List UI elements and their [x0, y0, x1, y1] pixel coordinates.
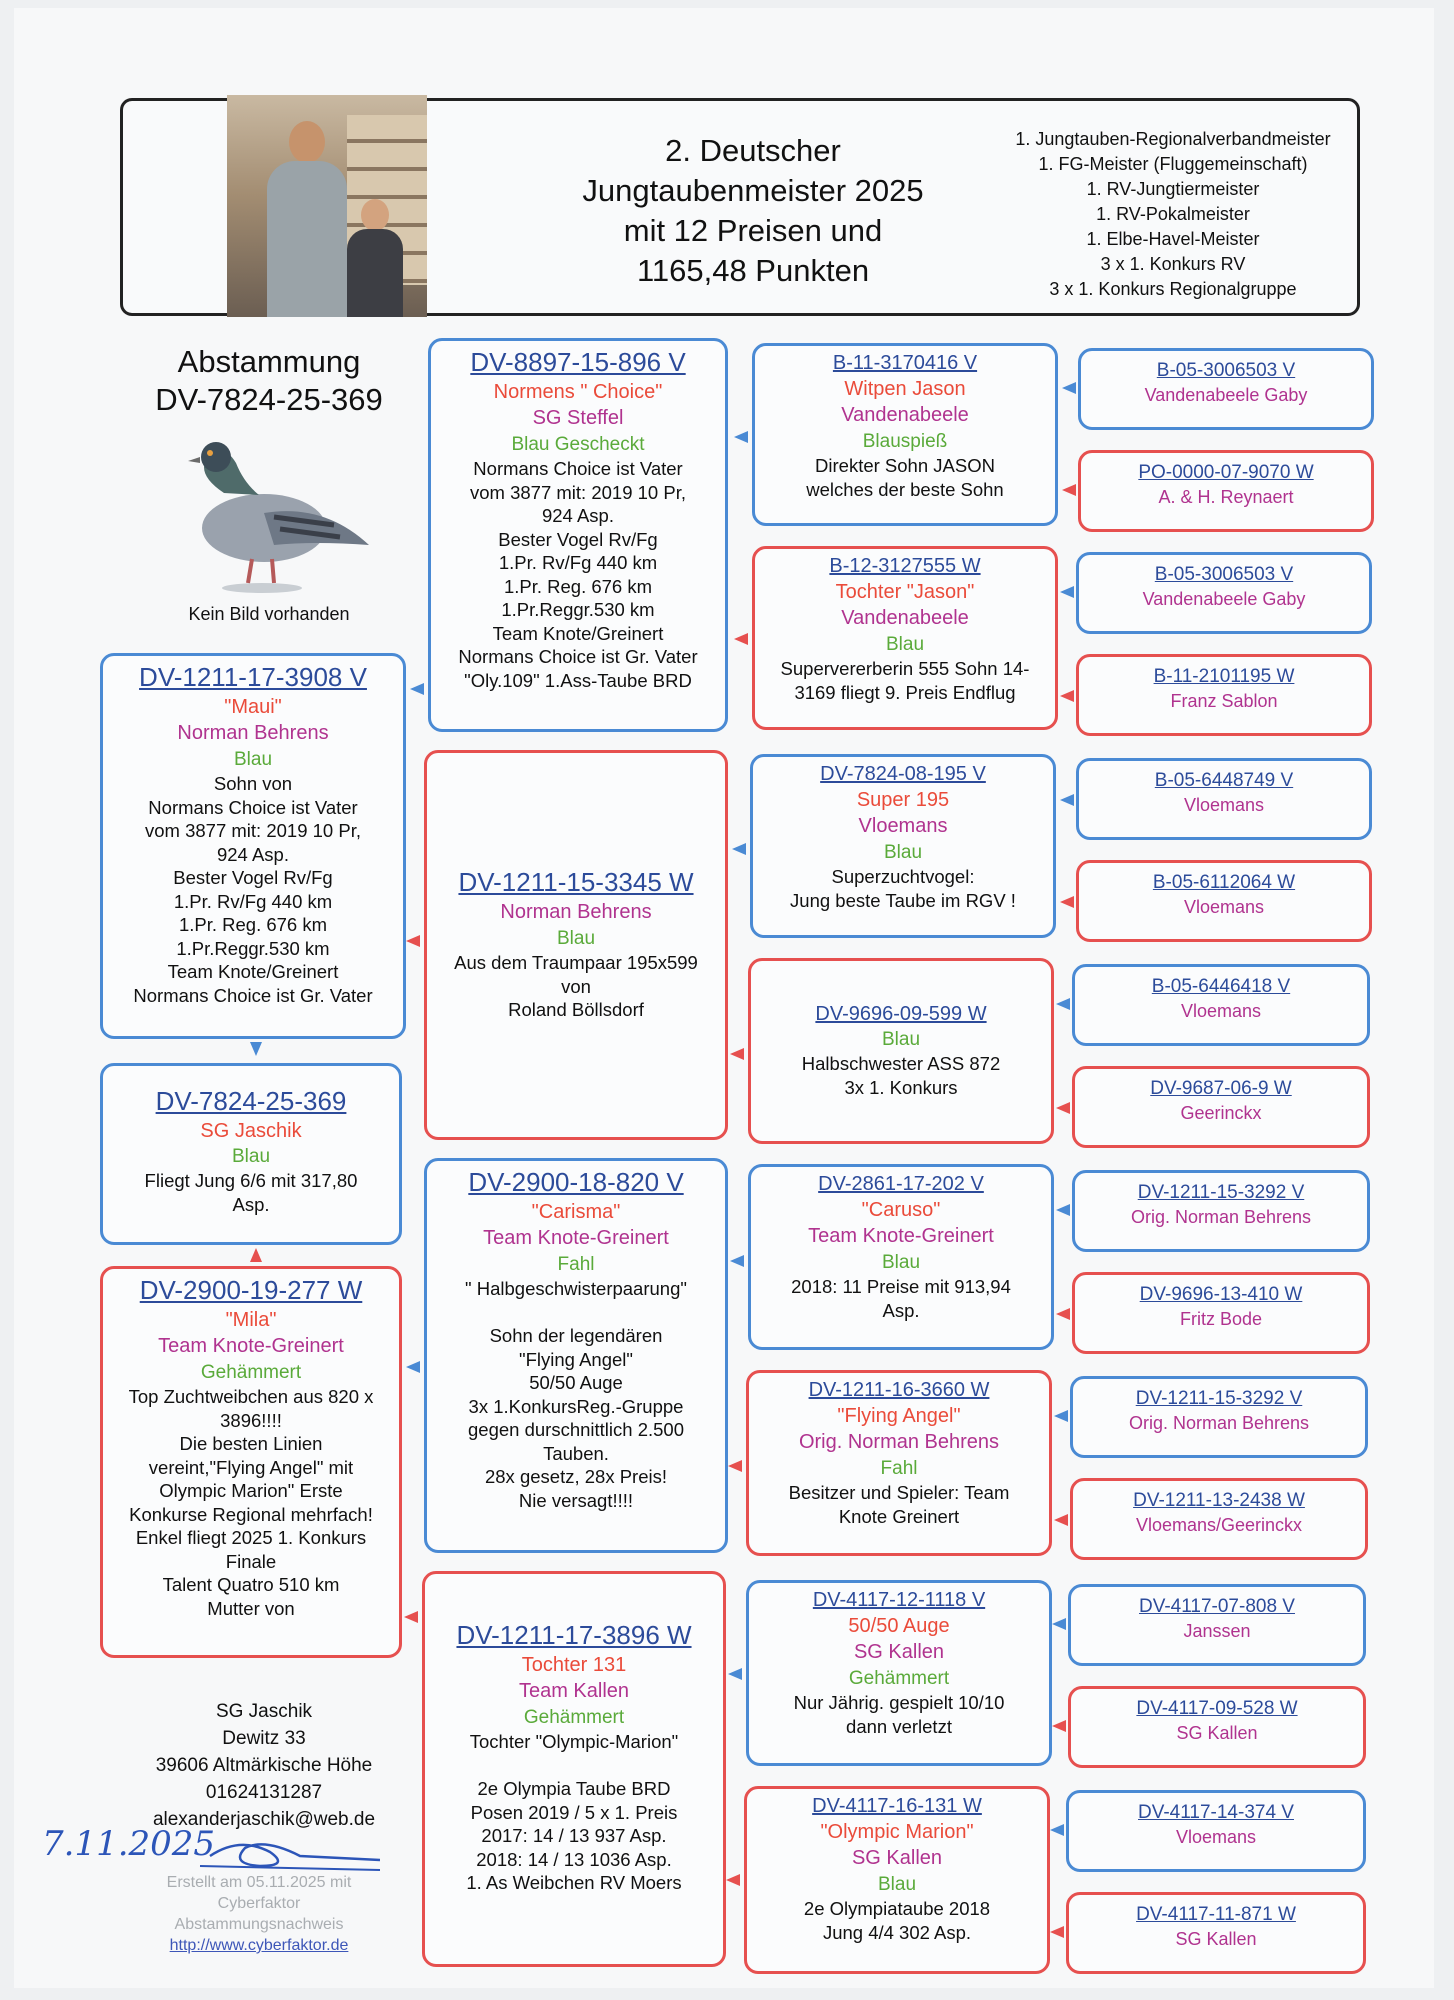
arrow-up-icon	[250, 1248, 262, 1262]
g5-breeder: Vloemans	[1183, 795, 1265, 815]
arrow-left-icon	[1050, 1926, 1064, 1938]
g12-breeder: Vloemans/Geerinckx	[1135, 1515, 1303, 1535]
honor-item: 1. RV-Pokalmeister	[1096, 204, 1250, 224]
g5-card	[1076, 758, 1372, 840]
honor-item: 3 x 1. Konkurs RV	[1100, 254, 1246, 274]
fmm-color: Blau	[881, 1029, 921, 1050]
pedigree-label: Abstammung	[177, 344, 361, 379]
mff-color: Blau	[881, 1252, 921, 1273]
mf-breeder: Team Knote-Greinert	[483, 1227, 669, 1249]
mfm-name: "Flying Angel"	[837, 1405, 961, 1427]
ff-notes: Normans Choice ist Vater vom 3877 mit: 2019 10 Pr, 924 Asp. Bester Vogel Rv/Fg 1.Pr. Rv/Fg 440 km 1.Pr. Reg. 676 km 1.Pr.Reggr.530 km Team Knote/Greinert Normans Choice ist Gr. Vater "Oly.109" 1.Ass-Taube BRD	[458, 458, 698, 691]
subject-card	[100, 1063, 402, 1245]
mm-name: Tochter 131	[521, 1654, 627, 1676]
g14-ring: DV-4117-09-528 W	[1136, 1698, 1298, 1719]
father-ring: DV-1211-17-3908 V	[139, 662, 367, 692]
g12-ring: DV-1211-13-2438 W	[1133, 1490, 1305, 1511]
g8-ring: DV-9687-06-9 W	[1150, 1078, 1292, 1099]
fmm-card	[748, 958, 1054, 1144]
arrow-left-icon	[728, 1668, 742, 1680]
g16-card	[1066, 1892, 1366, 1974]
g14-card	[1068, 1686, 1366, 1768]
fff-breeder: Vandenabeele	[841, 404, 969, 426]
pedigree-ring: DV-7824-25-369	[155, 382, 383, 417]
g7-ring: B-05-6446418 V	[1151, 976, 1291, 997]
mmm-card	[744, 1786, 1050, 1974]
father-color: Blau	[233, 749, 273, 770]
mmf-ring: DV-4117-12-1118 V	[812, 1589, 986, 1611]
g10-ring: DV-9696-13-410 W	[1139, 1284, 1303, 1305]
g7-breeder: Vloemans	[1180, 1001, 1262, 1021]
g7-card	[1072, 964, 1370, 1046]
owner-email: alexanderjaschik@web.de	[152, 1809, 376, 1830]
g15-ring: DV-4117-14-374 V	[1138, 1802, 1294, 1823]
arrow-left-icon	[1060, 586, 1074, 598]
g1-card	[1078, 348, 1374, 430]
mfm-notes: Besitzer und Spieler: Team Knote Greinert	[788, 1482, 1010, 1527]
ffm-color: Blau	[885, 634, 925, 655]
mmm-name: "Olympic Marion"	[820, 1821, 974, 1843]
arrow-left-icon	[1052, 1720, 1066, 1732]
g13-card	[1068, 1584, 1366, 1666]
owner-name: SG Jaschik	[215, 1701, 313, 1722]
ffm-card	[752, 546, 1058, 730]
arrow-left-icon	[1060, 690, 1074, 702]
mother-mother-card	[422, 1571, 726, 1967]
arrow-left-icon	[1050, 1824, 1064, 1836]
g8-card	[1072, 1066, 1370, 1148]
fmf-ring: DV-7824-08-195 V	[820, 763, 986, 785]
g16-breeder: SG Kallen	[1175, 1929, 1257, 1949]
mother-ring: DV-2900-19-277 W	[139, 1275, 363, 1305]
g6-ring: B-05-6112064 W	[1152, 872, 1296, 893]
g13-breeder: Janssen	[1183, 1621, 1251, 1641]
g3-ring: B-05-3006503 V	[1154, 564, 1294, 585]
fff-ring: B-11-3170416 V	[832, 352, 978, 374]
mfm-breeder: Orig. Norman Behrens	[798, 1431, 1000, 1453]
arrow-left-icon	[1060, 896, 1074, 908]
g15-breeder: Vloemans	[1175, 1827, 1257, 1847]
honor-item: 1. Elbe-Havel-Meister	[1086, 229, 1260, 249]
arrow-left-icon	[734, 431, 748, 443]
honor-item: 1. FG-Meister (Fluggemeinschaft)	[1038, 154, 1308, 174]
pedigree-title	[124, 343, 414, 419]
g2-card	[1078, 450, 1374, 532]
g2-ring: PO-0000-07-9070 W	[1138, 462, 1314, 483]
header-banner	[120, 98, 1360, 316]
title-line: 2. Deutscher	[665, 133, 841, 168]
mother-father-card	[424, 1158, 728, 1553]
fm-breeder: Norman Behrens	[500, 901, 652, 923]
ff-breeder: SG Steffel	[532, 407, 624, 429]
g11-ring: DV-1211-15-3292 V	[1135, 1388, 1303, 1409]
fmf-breeder: Vloemans	[858, 815, 948, 837]
arrow-left-icon	[732, 843, 746, 855]
mmm-ring: DV-4117-16-131 W	[812, 1795, 982, 1817]
arrow-left-icon	[1062, 382, 1076, 394]
subject-color: Blau	[231, 1146, 271, 1167]
fmf-name: Super 195	[856, 789, 950, 811]
championship-title	[543, 131, 963, 291]
g13-ring: DV-4117-07-808 V	[1139, 1596, 1295, 1617]
mmf-card	[746, 1580, 1052, 1766]
title-line: 1165,48 Punkten	[636, 253, 870, 288]
g12-card	[1070, 1478, 1368, 1560]
arrow-left-icon	[730, 1255, 744, 1267]
honors-list	[993, 127, 1353, 302]
mother-name: "Mila"	[225, 1309, 277, 1331]
arrow-left-icon	[410, 683, 424, 695]
title-line: Jungtaubenmeister 2025	[582, 173, 924, 208]
father-mother-card	[424, 750, 728, 1140]
fmf-color: Blau	[883, 842, 923, 863]
g15-card	[1066, 1790, 1366, 1872]
g2-breeder: A. & H. Reynaert	[1158, 487, 1294, 507]
mfm-color: Fahl	[880, 1458, 918, 1479]
subject-notes: Fliegt Jung 6/6 mit 317,80 Asp.	[144, 1170, 358, 1215]
title-line: mit 12 Preisen und	[623, 213, 883, 248]
g10-card	[1072, 1272, 1370, 1354]
father-name: "Maui"	[224, 696, 282, 718]
honor-item: 1. Jungtauben-Regionalverbandmeister	[1015, 129, 1331, 149]
g4-card	[1076, 654, 1372, 736]
g9-breeder: Orig. Norman Behrens	[1130, 1207, 1312, 1227]
g6-breeder: Vloemans	[1183, 897, 1265, 917]
honor-item: 3 x 1. Konkurs Regionalgruppe	[1049, 279, 1297, 299]
mff-ring: DV-2861-17-202 V	[818, 1173, 984, 1195]
pedigree-sheet	[14, 8, 1434, 1988]
breeder-photo	[227, 95, 427, 317]
g5-ring: B-05-6448749 V	[1154, 770, 1294, 791]
mff-name: "Caruso"	[861, 1199, 941, 1221]
mm-notes: Tochter "Olympic-Marion" 2e Olympia Taube BRD Posen 2019 / 5 x 1. Preis 2017: 14 / 13 937 Asp. 2018: 14 / 13 1036 Asp. 1. As Weibchen RV Moers	[466, 1731, 682, 1893]
fmf-notes: Superzuchtvogel: Jung beste Taube im RGV !	[790, 866, 1016, 911]
mm-color: Gehämmert	[523, 1707, 625, 1728]
mmm-breeder: SG Kallen	[851, 1847, 943, 1869]
owner-street: Dewitz 33	[222, 1728, 306, 1749]
arrow-left-icon	[1056, 1308, 1070, 1320]
fm-color: Blau	[556, 928, 596, 949]
signature-date: 7.11.2025	[42, 1824, 216, 1864]
arrow-left-icon	[406, 1361, 420, 1373]
mmf-notes: Nur Jährig. gespielt 10/10 dann verletzt	[793, 1692, 1005, 1737]
arrow-left-icon	[1056, 998, 1070, 1010]
fff-card	[752, 343, 1058, 526]
arrow-left-icon	[1062, 484, 1076, 496]
mmm-color: Blau	[877, 1874, 917, 1895]
arrow-left-icon	[1056, 1204, 1070, 1216]
ffm-ring: B-12-3127555 W	[829, 555, 981, 577]
arrow-left-icon	[1060, 794, 1074, 806]
signature-icon	[40, 1826, 380, 1876]
fmf-card	[750, 754, 1056, 938]
owner-city: 39606 Altmärkische Höhe	[155, 1755, 373, 1776]
mmm-notes: 2e Olympiataube 2018 Jung 4/4 302 Asp.	[803, 1898, 991, 1943]
fff-notes: Direkter Sohn JASON welches der beste Sohn	[806, 455, 1004, 500]
mff-breeder: Team Knote-Greinert	[808, 1225, 994, 1247]
g6-card	[1076, 860, 1372, 942]
owner-phone: 01624131287	[205, 1782, 323, 1803]
ff-name: Normens " Choice"	[493, 381, 663, 403]
father-card	[100, 653, 406, 1039]
g1-ring: B-05-3006503 V	[1156, 360, 1296, 381]
g1-breeder: Vandenabeele Gaby	[1144, 385, 1308, 405]
g8-breeder: Geerinckx	[1180, 1103, 1262, 1123]
g3-card	[1076, 552, 1372, 634]
arrow-left-icon	[406, 935, 420, 947]
arrow-left-icon	[404, 1611, 418, 1623]
mother-card	[100, 1266, 402, 1658]
mf-color: Fahl	[557, 1254, 595, 1275]
subject-breeder: SG Jaschik	[200, 1120, 302, 1142]
mm-ring: DV-1211-17-3896 W	[456, 1620, 692, 1650]
g4-breeder: Franz Sablon	[1170, 691, 1278, 711]
g3-breeder: Vandenabeele Gaby	[1142, 589, 1306, 609]
mmf-color: Gehämmert	[848, 1668, 950, 1689]
mother-color: Gehämmert	[200, 1362, 302, 1383]
fff-name: Witpen Jason	[844, 378, 966, 400]
subject-ring: DV-7824-25-369	[155, 1086, 347, 1116]
arrow-left-icon	[1054, 1410, 1068, 1422]
mfm-ring: DV-1211-16-3660 W	[808, 1379, 990, 1401]
ff-ring: DV-8897-15-896 V	[470, 347, 686, 377]
mf-ring: DV-2900-18-820 V	[468, 1167, 684, 1197]
mmf-name: 50/50 Auge	[848, 1615, 950, 1637]
g10-breeder: Fritz Bode	[1179, 1309, 1263, 1329]
owner-address	[114, 1698, 414, 1833]
fm-ring: DV-1211-15-3345 W	[458, 867, 694, 897]
ff-color: Blau Gescheckt	[511, 434, 645, 455]
fmm-notes: Halbschwester ASS 872 3x 1. Konkurs	[801, 1053, 1001, 1098]
fff-color: Blauspieß	[862, 431, 948, 452]
ffm-breeder: Vandenabeele	[841, 607, 969, 629]
g9-card	[1072, 1170, 1370, 1252]
ffm-notes: Supervererberin 555 Sohn 14- 3169 fliegt 9. Preis Endflug	[780, 658, 1030, 703]
created-doc: Abstammungsnachweis	[174, 1916, 344, 1933]
arrow-left-icon	[728, 1460, 742, 1472]
g14-breeder: SG Kallen	[1176, 1723, 1258, 1743]
mff-card	[748, 1164, 1054, 1350]
mfm-card	[746, 1370, 1052, 1556]
fm-notes: Aus dem Traumpaar 195x599 von Roland Böllsdorf	[454, 952, 698, 1020]
no-image-label: Kein Bild vorhanden	[188, 604, 350, 624]
father-notes: Sohn von Normans Choice ist Vater vom 3877 mit: 2019 10 Pr, 924 Asp. Bester Vogel Rv/Fg 1.Pr. Rv/Fg 440 km 1.Pr. Reg. 676 km 1.Pr.Reggr.530 km Team Knote/Greinert Normans Choice ist Gr. Vater	[133, 773, 373, 1006]
mother-breeder: Team Knote-Greinert	[158, 1335, 344, 1357]
arrow-left-icon	[734, 633, 748, 645]
created-note	[124, 1872, 394, 1956]
fmm-ring: DV-9696-09-599 W	[815, 1003, 987, 1025]
g9-ring: DV-1211-15-3292 V	[1137, 1182, 1305, 1203]
mf-notes: " Halbgeschwisterpaarung" Sohn der legendären "Flying Angel" 50/50 Auge 3x 1.KonkursReg.-Gruppe gegen durschnittlich 2.500 Tauben. 28x gesetz, 28x Preis! Nie versagt!!!!	[465, 1278, 687, 1511]
honor-item: 1. RV-Jungtiermeister	[1086, 179, 1260, 199]
father-father-card	[428, 338, 728, 732]
g4-ring: B-11-2101195 W	[1153, 666, 1295, 687]
g11-breeder: Orig. Norman Behrens	[1128, 1413, 1310, 1433]
arrow-left-icon	[1052, 1618, 1066, 1630]
g11-card	[1070, 1376, 1368, 1458]
created-tool: Cyberfaktor	[217, 1895, 301, 1912]
ffm-name: Tochter "Jason"	[835, 581, 975, 603]
arrow-left-icon	[726, 1874, 740, 1886]
pigeon-icon	[164, 433, 374, 603]
arrow-left-icon	[730, 1048, 744, 1060]
mf-name: "Carisma"	[531, 1201, 621, 1223]
mother-notes: Top Zuchtweibchen aus 820 x 3896!!!! Die besten Linien vereint,"Flying Angel" mit Olympic Marion" Erste Konkurse Regional mehrfach! Enkel fliegt 2025 1. Konkurs Finale Talent Quatro 510 km Mutter von	[128, 1386, 374, 1619]
g16-ring: DV-4117-11-871 W	[1136, 1904, 1296, 1925]
mm-breeder: Team Kallen	[518, 1680, 630, 1702]
arrow-down-icon	[250, 1042, 262, 1056]
created-text: Erstellt am 05.11.2025 mit	[166, 1874, 352, 1891]
mff-notes: 2018: 11 Preise mit 913,94 Asp.	[791, 1276, 1011, 1321]
arrow-left-icon	[1056, 1102, 1070, 1114]
father-breeder: Norman Behrens	[177, 722, 329, 744]
arrow-left-icon	[1054, 1514, 1068, 1526]
mmf-breeder: SG Kallen	[853, 1641, 945, 1663]
cyberfaktor-link[interactable]: http://www.cyberfaktor.de	[169, 1937, 349, 1954]
